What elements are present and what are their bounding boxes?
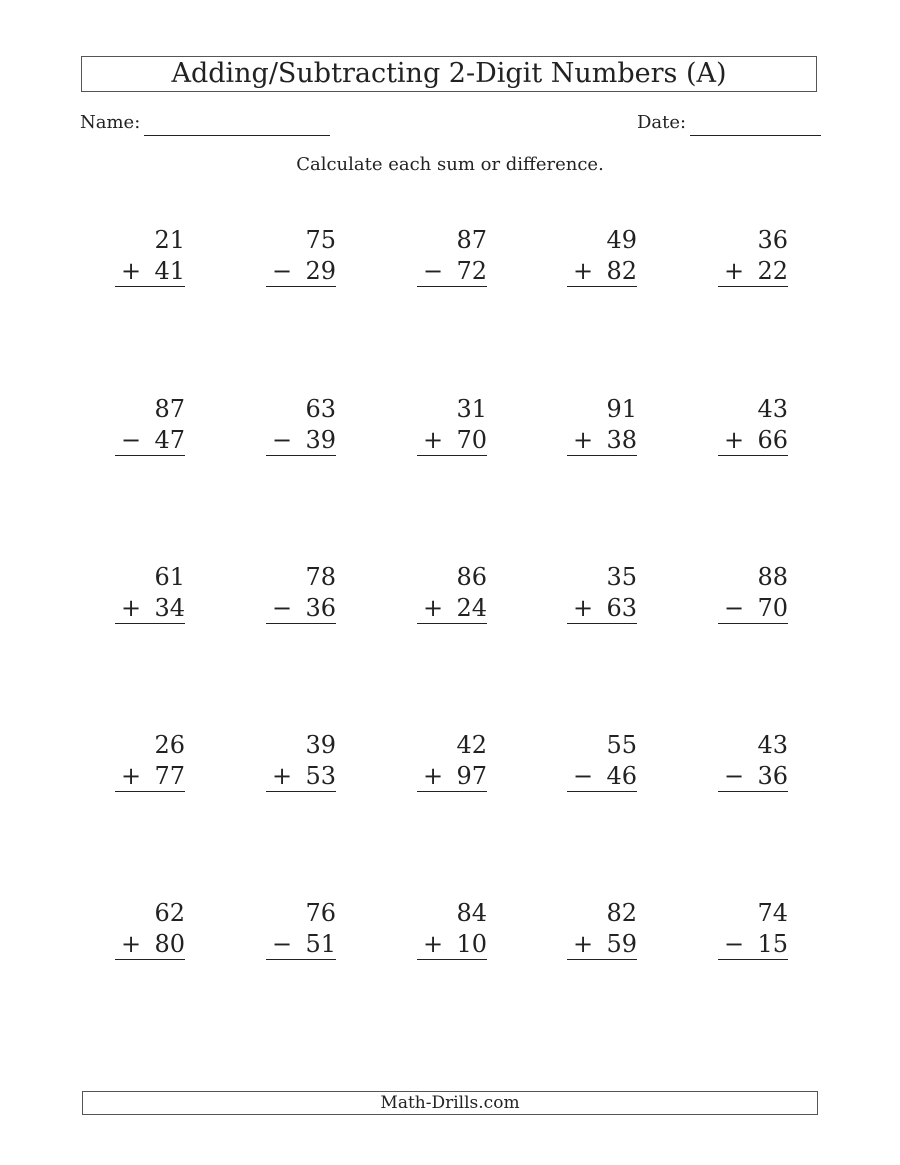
problem	[266, 897, 336, 960]
problem-bottom-number: 51	[305, 930, 336, 958]
problem	[718, 393, 788, 456]
problem-operator: −	[724, 594, 745, 622]
problem-bottom-number: 36	[757, 762, 788, 790]
problem-operator: +	[573, 257, 594, 285]
problem-top-number: 36	[757, 226, 788, 254]
problem-bottom-row	[266, 929, 336, 960]
problem-operator: −	[573, 762, 594, 790]
problem	[417, 561, 487, 624]
problem-operator: +	[573, 930, 594, 958]
problem-bottom-row	[567, 256, 637, 287]
problem-bottom-row	[266, 256, 336, 287]
problem-top-number: 55	[606, 731, 637, 759]
problem	[115, 897, 185, 960]
problem-top-number: 35	[606, 563, 637, 591]
problem-operator: +	[121, 257, 142, 285]
problem-top-number: 26	[154, 731, 185, 759]
problem-operator: −	[272, 930, 293, 958]
problem-bottom-number: 66	[757, 426, 788, 454]
problem-top-number: 39	[305, 731, 336, 759]
problem-bottom-number: 15	[757, 930, 788, 958]
problem-top-number: 63	[305, 395, 336, 423]
problem-operator: +	[573, 426, 594, 454]
problem-bottom-row	[718, 761, 788, 792]
problem-bottom-number: 41	[154, 257, 185, 285]
date-label: Date:	[637, 112, 687, 133]
problem-top-number: 87	[456, 226, 487, 254]
problem	[567, 393, 637, 456]
problem-bottom-row	[417, 256, 487, 287]
problem-operator: +	[423, 426, 444, 454]
problem-operator: −	[423, 257, 444, 285]
problem-top-number: 61	[154, 563, 185, 591]
problem-bottom-row	[567, 593, 637, 624]
problem	[567, 897, 637, 960]
problem	[567, 729, 637, 792]
date-field-line[interactable]	[690, 135, 821, 136]
problem-bottom-number: 77	[154, 762, 185, 790]
problem-bottom-number: 63	[606, 594, 637, 622]
problem-bottom-number: 29	[305, 257, 336, 285]
problem-operator: −	[272, 426, 293, 454]
name-label: Name:	[80, 112, 141, 133]
problem-operator: +	[724, 426, 745, 454]
problem-bottom-row	[718, 425, 788, 456]
problem-bottom-number: 97	[456, 762, 487, 790]
problem-top-number: 86	[456, 563, 487, 591]
problem-top-number: 31	[456, 395, 487, 423]
problem-top-number: 74	[757, 899, 788, 927]
problem-operator: +	[423, 930, 444, 958]
problem-operator: +	[423, 762, 444, 790]
problem	[266, 393, 336, 456]
problem-bottom-row	[567, 929, 637, 960]
problem-bottom-number: 70	[757, 594, 788, 622]
worksheet-title: Adding/Subtracting 2-Digit Numbers (A)	[81, 56, 817, 92]
problem-top-number: 78	[305, 563, 336, 591]
problem-top-number: 91	[606, 395, 637, 423]
problem-operator: +	[423, 594, 444, 622]
problem-bottom-row	[567, 425, 637, 456]
problem-top-number: 62	[154, 899, 185, 927]
problem-top-number: 42	[456, 731, 487, 759]
problem	[115, 393, 185, 456]
problem	[718, 729, 788, 792]
problem	[417, 224, 487, 287]
problem	[115, 561, 185, 624]
problem	[115, 224, 185, 287]
problem-bottom-number: 53	[305, 762, 336, 790]
problem-bottom-number: 59	[606, 930, 637, 958]
problem-operator: +	[121, 594, 142, 622]
problem-top-number: 49	[606, 226, 637, 254]
problem-bottom-number: 39	[305, 426, 336, 454]
problem-bottom-number: 24	[456, 594, 487, 622]
problem-bottom-row	[266, 593, 336, 624]
problem-bottom-number: 36	[305, 594, 336, 622]
problem-bottom-number: 10	[456, 930, 487, 958]
problem-top-number: 43	[757, 731, 788, 759]
problem	[417, 897, 487, 960]
problem-operator: +	[272, 762, 293, 790]
problem-bottom-row	[417, 761, 487, 792]
problem	[266, 729, 336, 792]
problem-bottom-row	[266, 425, 336, 456]
problem-bottom-row	[718, 256, 788, 287]
problem-bottom-row	[718, 929, 788, 960]
instructions: Calculate each sum or difference.	[296, 154, 604, 175]
problem-operator: −	[121, 426, 142, 454]
problem-bottom-row	[417, 929, 487, 960]
problem-top-number: 43	[757, 395, 788, 423]
problem-bottom-row	[266, 761, 336, 792]
problem-bottom-row	[115, 593, 185, 624]
problem	[417, 729, 487, 792]
problem-bottom-number: 70	[456, 426, 487, 454]
problem	[266, 561, 336, 624]
problem	[718, 224, 788, 287]
name-field-line[interactable]	[144, 135, 330, 136]
problem	[266, 224, 336, 287]
problem-bottom-number: 80	[154, 930, 185, 958]
problem-operator: +	[573, 594, 594, 622]
problem-top-number: 84	[456, 899, 487, 927]
problem	[718, 897, 788, 960]
problem-operator: +	[121, 930, 142, 958]
problem-top-number: 75	[305, 226, 336, 254]
problem-top-number: 82	[606, 899, 637, 927]
problem-operator: +	[724, 257, 745, 285]
problem-operator: +	[121, 762, 142, 790]
problem	[567, 561, 637, 624]
problem-bottom-row	[115, 929, 185, 960]
problem-operator: −	[724, 930, 745, 958]
problem-bottom-number: 46	[606, 762, 637, 790]
problem-operator: −	[724, 762, 745, 790]
problem-bottom-row	[115, 425, 185, 456]
problem	[417, 393, 487, 456]
problem-operator: −	[272, 257, 293, 285]
problem-bottom-row	[115, 256, 185, 287]
problem-bottom-number: 38	[606, 426, 637, 454]
problem-bottom-row	[115, 761, 185, 792]
problem-top-number: 21	[154, 226, 185, 254]
footer-site: Math-Drills.com	[82, 1091, 818, 1115]
problem-bottom-row	[417, 593, 487, 624]
problem	[115, 729, 185, 792]
problem-bottom-number: 72	[456, 257, 487, 285]
problem-bottom-row	[567, 761, 637, 792]
problem-bottom-row	[718, 593, 788, 624]
problem-bottom-number: 34	[154, 594, 185, 622]
problem-operator: −	[272, 594, 293, 622]
problem-top-number: 88	[757, 563, 788, 591]
problem	[718, 561, 788, 624]
problem-top-number: 76	[305, 899, 336, 927]
problem-top-number: 87	[154, 395, 185, 423]
problem-bottom-row	[417, 425, 487, 456]
problem-bottom-number: 47	[154, 426, 185, 454]
problem-bottom-number: 82	[606, 257, 637, 285]
problem	[567, 224, 637, 287]
problem-bottom-number: 22	[757, 257, 788, 285]
